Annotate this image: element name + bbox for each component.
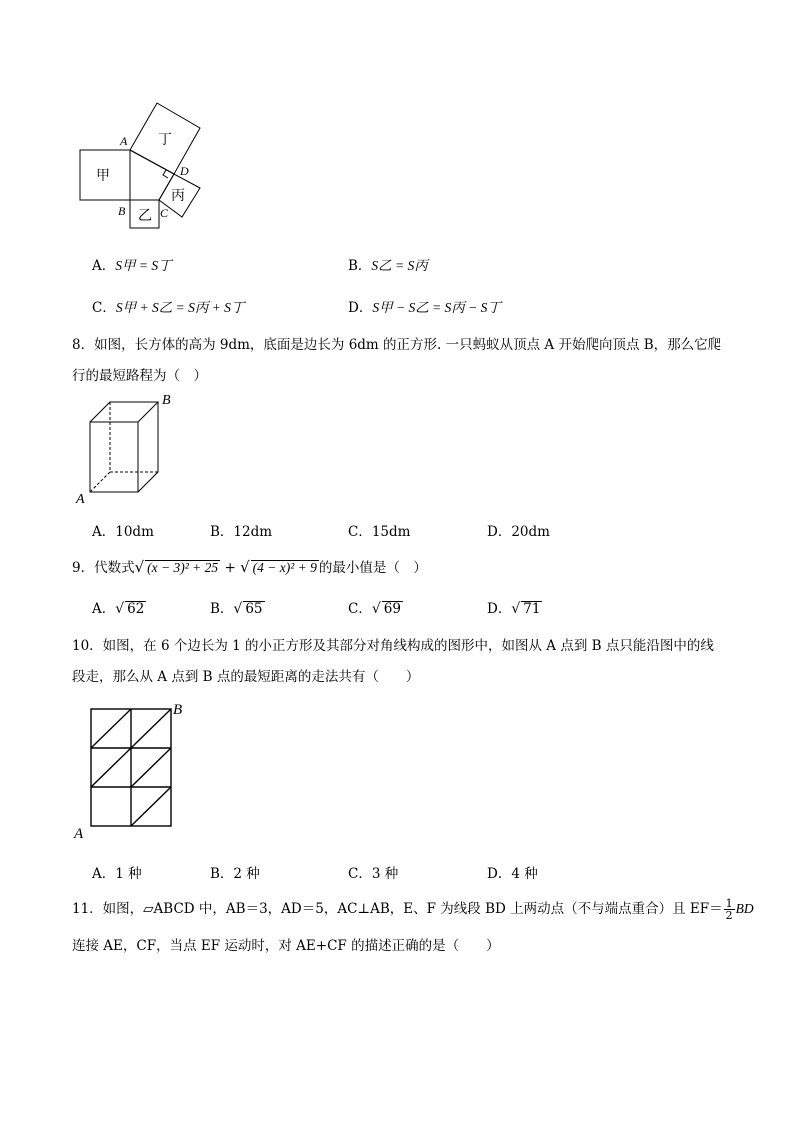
- label-ding: 丁: [158, 133, 172, 148]
- q10-label-a: A: [74, 826, 84, 842]
- q7-option-b[interactable]: B．S乙 = S丙: [348, 258, 428, 274]
- q8-option-c[interactable]: C．15dm: [348, 524, 411, 540]
- q9-option-b[interactable]: B．√ 65: [210, 601, 263, 617]
- q9-radical-1: (x − 3)² + 25: [147, 560, 219, 575]
- q8-stem-line2: 行的最短路程为（ ）: [72, 368, 207, 384]
- q10-option-d[interactable]: D．4 种: [487, 866, 538, 882]
- label-point-d: D: [180, 164, 189, 178]
- q8-stem-line1: 8．如图，长方体的高为 9dm，底面是边长为 6dm 的正方形. 一只蚂蚁从顶点 A 开始爬向顶点 B，那么它爬: [72, 337, 722, 353]
- q8-option-b[interactable]: B．12dm: [210, 524, 273, 540]
- q11-stem-line1: 11．如图，▱ABCD 中，AB＝3，AD＝5，AC⊥AB，E、F 为线段 BD 上两动点（不与端点重合）且 EF＝ $\frac{1}{2}$ BD: [72, 897, 754, 922]
- q9-option-a[interactable]: A．√ 62: [92, 601, 145, 617]
- q7-option-d[interactable]: D．S甲 − S乙 = S丙 − S丁: [348, 300, 501, 316]
- label-point-b: B: [118, 204, 126, 218]
- q10-option-b[interactable]: B．2 种: [210, 866, 260, 882]
- q9-option-c[interactable]: C．√ 69: [348, 601, 401, 617]
- label-bing: 丙: [171, 189, 185, 204]
- label-point-a: A: [120, 134, 128, 148]
- label-point-c: C: [160, 206, 169, 220]
- q10-grid-figure: [72, 698, 197, 843]
- q8-option-a[interactable]: A．10dm: [92, 524, 154, 540]
- q10-option-c[interactable]: C．3 种: [348, 866, 399, 882]
- q8-label-a: A: [76, 492, 85, 507]
- label-yi: 乙: [138, 209, 152, 224]
- q8-label-b: B: [162, 393, 171, 408]
- q10-stem-line1: 10．如图，在 6 个边长为 1 的小正方形及其部分对角线构成的图形中，如图从 A 点到 B 点只能沿图中的线: [72, 638, 714, 654]
- q7-option-a[interactable]: A．S甲 = S丁: [92, 258, 172, 274]
- q7-squares-figure: [70, 95, 220, 235]
- label-jia: 甲: [96, 169, 110, 184]
- q7-option-c[interactable]: C．S甲 + S乙 = S丙 + S丁: [92, 300, 245, 316]
- q10-option-a[interactable]: A．1 种: [92, 866, 142, 882]
- q9-radical-2: (4 − x)² + 9: [252, 560, 317, 575]
- q9-option-d[interactable]: D．√ 71: [487, 601, 541, 617]
- q11-fraction: $\frac{1}{2}$: [725, 897, 733, 922]
- q8-cuboid-figure: [72, 392, 182, 507]
- q8-option-d[interactable]: D．20dm: [487, 524, 550, 540]
- q10-stem-line2: 段走，那么从 A 点到 B 点的最短距离的走法共有（ ）: [72, 669, 420, 685]
- q11-stem-line2: 连接 AE，CF，当点 EF 运动时，对 AE+CF 的描述正确的是（ ）: [72, 938, 500, 954]
- q9-stem: 9．代数式√ (x − 3)² + 25 + √ (4 − x)² + 9 的最小值是（ ）: [72, 558, 427, 576]
- q10-label-b: B: [173, 702, 183, 718]
